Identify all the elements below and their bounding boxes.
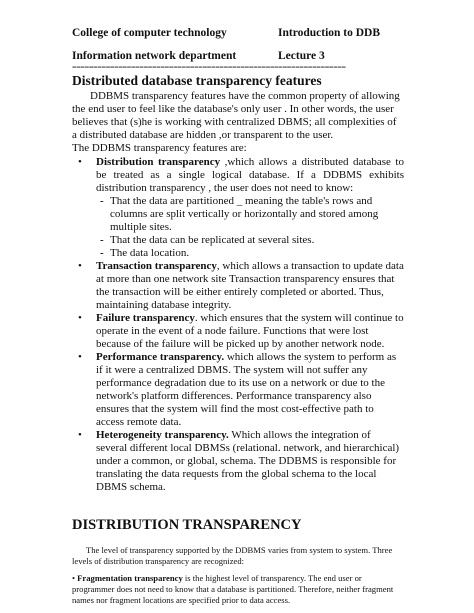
section2-title: DISTRIBUTION TRANSPARENCY (72, 517, 302, 533)
intro-paragraph: DDBMS transparency features have the common property of allowing the end user to feel like the database's only user . In other words, the user believes that (s)he is working with centralized DBMS; all complexities of a distributed database are hidden ,or transparent to the user. (72, 90, 400, 141)
feature-name: Heterogeneity transparency. (96, 429, 229, 441)
feature-text: ,which allows a distributed database to be treated as a single logical database. If a DDBMS exhibits distribution transparency , the user does not need to know: (96, 156, 404, 194)
feature-text: which allows the system to perform as if it were a centralized DBMS. The system will not suffer any performance degradation due to its use on a network or due to the network's platform differences. Performance transparency also ensures that the system will find the most cost-effective path to access remote data. (96, 351, 397, 428)
sub-item-partitioned: - That the data are partitioned _ meaning the table's rows and columns are split vertically or horizontally and stored among multiple sites. (100, 195, 379, 233)
section2-bullet (72, 573, 404, 606)
bullet-icon: • (78, 156, 82, 168)
feature-text: , which allows a transaction to update data at more than one network site Transaction transparency ensures that the transaction will be either entirely completed or aborted. Thus, maintaining database integrity. (96, 260, 404, 311)
header-divider: ================================================================= (72, 64, 346, 72)
feature-name: Transaction transparency (96, 260, 217, 272)
fragmentation-name: Fragmentation transparency (77, 573, 183, 583)
sub-item-location: - The data location. (100, 247, 190, 259)
section-title: Distributed database transparency features (72, 73, 322, 88)
sub-item-replicated: - That the data can be replicated at several sites. (100, 234, 315, 246)
feature-name: Performance transparency. (96, 351, 225, 363)
fragmentation-item: • Fragmentation transparency is the highest level of transparency. The end user or programmer does not need to know that a database is partitioned. Therefore, neither fragment names nor fragment locations are specified prior to data access. (72, 573, 394, 605)
list-item-heterogeneity (72, 429, 404, 494)
bullet-icon: • (78, 429, 82, 441)
header-course: Introduction to DDB (278, 27, 381, 39)
feature-text: . which ensures that the system will continue to operate in the event of a node failure. Functions that were lost because of the failure will be picked up by another network node. (96, 312, 404, 350)
bullet-icon: • (78, 351, 82, 363)
header-lecture: Lecture 3 (278, 50, 325, 62)
fragmentation-text: is the highest level of transparency. The end user or programmer does not need to know that a database is partitioned. Therefore, neither fragment names nor fragment locations are specified prior to data access. (72, 573, 394, 605)
bullet-icon: • (78, 312, 82, 324)
intro-text (72, 90, 402, 155)
intro-lead-in: The DDBMS transparency features are: (72, 142, 247, 154)
section2-paragraph: The level of transparency supported by the DDBMS varies from system to system. Three levels of distribution transparency are recognized: (72, 545, 393, 566)
list-item-transaction (72, 260, 404, 312)
section2-intro (72, 545, 404, 567)
feature-text: Which allows the integration of several different local DBMSs (relational. network, and hierarchical) under a common, or global, schema. The DDBMS is responsible for translating the data requests from the global schema to the local DBMS schema. (96, 429, 400, 493)
header-department: Information network department (72, 50, 237, 62)
header-college: College of computer technology (72, 27, 227, 39)
feature-name: Failure transparency (96, 312, 195, 324)
list-item-failure (72, 312, 404, 351)
feature-list (72, 156, 404, 494)
feature-name: Distribution transparency (96, 156, 221, 168)
list-item-performance (72, 351, 404, 429)
bullet-icon: • (78, 260, 82, 272)
list-item-distribution (72, 156, 404, 195)
